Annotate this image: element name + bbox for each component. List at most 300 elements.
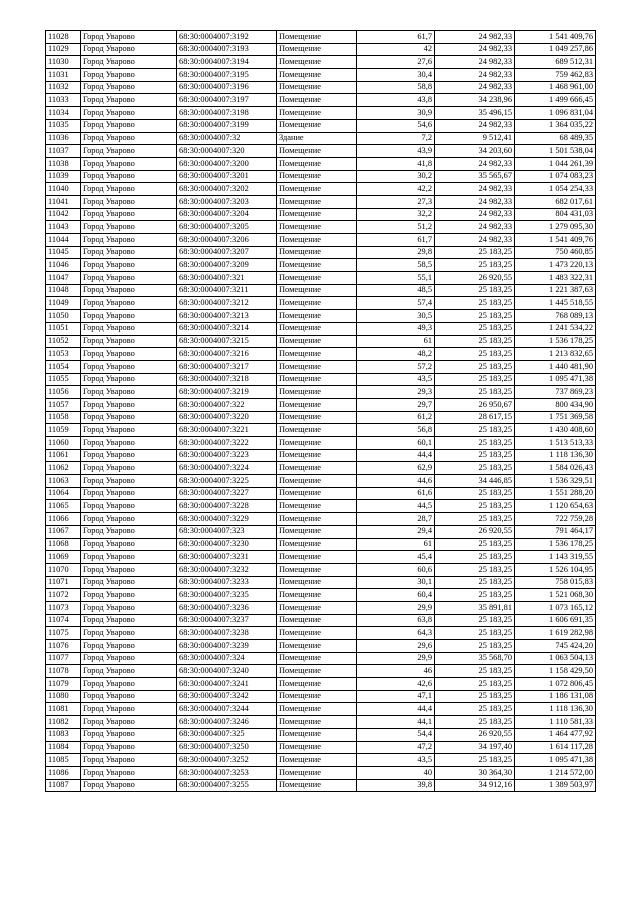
area-cell: 56,8 — [357, 424, 435, 437]
cadastral-value-cell: 1 118 136,30 — [515, 703, 596, 716]
cadastral-number-cell: 68:30:0004007:3201 — [177, 170, 277, 183]
locality-cell: Город Уварово — [81, 297, 177, 310]
cadastral-number-cell: 68:30:0004007:325 — [177, 728, 277, 741]
object-type-cell: Помещение — [277, 576, 357, 589]
locality-cell: Город Уварово — [81, 754, 177, 767]
object-type-cell: Помещение — [277, 551, 357, 564]
area-cell: 42,6 — [357, 678, 435, 691]
row-number-cell: 11041 — [46, 195, 81, 208]
cadastral-number-cell: 68:30:0004007:3230 — [177, 538, 277, 551]
area-cell: 62,9 — [357, 462, 435, 475]
unit-value-cell: 24 982,33 — [435, 69, 515, 82]
unit-value-cell: 25 183,25 — [435, 424, 515, 437]
area-cell: 44,5 — [357, 500, 435, 513]
unit-value-cell: 24 982,33 — [435, 221, 515, 234]
unit-value-cell: 24 982,33 — [435, 31, 515, 44]
cadastral-value-cell: 1 606 691,35 — [515, 614, 596, 627]
unit-value-cell: 25 183,25 — [435, 462, 515, 475]
cadastral-value-cell: 1 364 035,22 — [515, 119, 596, 132]
row-number-cell: 11079 — [46, 678, 81, 691]
table-row — [46, 576, 596, 589]
cadastral-value-cell: 1 464 477,92 — [515, 728, 596, 741]
cadastral-value-cell: 768 089,13 — [515, 310, 596, 323]
table-row — [46, 297, 596, 310]
row-number-cell: 11080 — [46, 690, 81, 703]
cadastral-number-cell: 68:30:0004007:3232 — [177, 563, 277, 576]
unit-value-cell: 25 183,25 — [435, 589, 515, 602]
area-cell: 61,7 — [357, 234, 435, 247]
table-row — [46, 601, 596, 614]
object-type-cell: Здание — [277, 132, 357, 145]
cadastral-number-cell: 68:30:0004007:3252 — [177, 754, 277, 767]
table-row — [46, 107, 596, 120]
locality-cell: Город Уварово — [81, 716, 177, 729]
row-number-cell: 11049 — [46, 297, 81, 310]
area-cell: 58,5 — [357, 259, 435, 272]
locality-cell: Город Уварово — [81, 157, 177, 170]
locality-cell: Город Уварово — [81, 107, 177, 120]
row-number-cell: 11072 — [46, 589, 81, 602]
area-cell: 43,5 — [357, 754, 435, 767]
row-number-cell: 11032 — [46, 81, 81, 94]
cadastral-number-cell: 68:30:0004007:3192 — [177, 31, 277, 44]
object-type-cell: Помещение — [277, 373, 357, 386]
row-number-cell: 11069 — [46, 551, 81, 564]
locality-cell: Город Уварово — [81, 487, 177, 500]
cadastral-number-cell: 68:30:0004007:3213 — [177, 310, 277, 323]
area-cell: 7,2 — [357, 132, 435, 145]
area-cell: 40 — [357, 766, 435, 779]
locality-cell: Город Уварово — [81, 652, 177, 665]
area-cell: 45,4 — [357, 551, 435, 564]
table-row — [46, 157, 596, 170]
cadastral-value-cell: 759 462,83 — [515, 69, 596, 82]
cadastral-value-cell: 689 512,31 — [515, 56, 596, 69]
table-row — [46, 398, 596, 411]
row-number-cell: 11078 — [46, 665, 81, 678]
object-type-cell: Помещение — [277, 259, 357, 272]
area-cell: 48,5 — [357, 284, 435, 297]
cadastral-number-cell: 68:30:0004007:3228 — [177, 500, 277, 513]
cadastral-value-cell: 1 074 083,23 — [515, 170, 596, 183]
unit-value-cell: 35 496,15 — [435, 107, 515, 120]
locality-cell: Город Уварово — [81, 81, 177, 94]
locality-cell: Город Уварово — [81, 310, 177, 323]
cadastral-value-cell: 68 489,35 — [515, 132, 596, 145]
table-row — [46, 678, 596, 691]
cadastral-value-cell: 1 044 261,39 — [515, 157, 596, 170]
cadastral-number-cell: 68:30:0004007:3242 — [177, 690, 277, 703]
object-type-cell: Помещение — [277, 741, 357, 754]
row-number-cell: 11065 — [46, 500, 81, 513]
table-row — [46, 449, 596, 462]
cadastral-number-cell: 68:30:0004007:3233 — [177, 576, 277, 589]
object-type-cell: Помещение — [277, 487, 357, 500]
table-row — [46, 424, 596, 437]
unit-value-cell: 25 183,25 — [435, 640, 515, 653]
area-cell: 60,1 — [357, 437, 435, 450]
cadastral-value-cell: 1 541 409,76 — [515, 234, 596, 247]
area-cell: 32,2 — [357, 208, 435, 221]
row-number-cell: 11086 — [46, 766, 81, 779]
unit-value-cell: 24 982,33 — [435, 81, 515, 94]
locality-cell: Город Уварово — [81, 449, 177, 462]
table-row — [46, 208, 596, 221]
area-cell: 42,2 — [357, 183, 435, 196]
object-type-cell: Помещение — [277, 56, 357, 69]
unit-value-cell: 25 183,25 — [435, 716, 515, 729]
table-row — [46, 322, 596, 335]
row-number-cell: 11055 — [46, 373, 81, 386]
area-cell: 29,3 — [357, 386, 435, 399]
locality-cell: Город Уварово — [81, 322, 177, 335]
locality-cell: Город Уварово — [81, 665, 177, 678]
cadastral-number-cell: 68:30:0004007:3207 — [177, 246, 277, 259]
locality-cell: Город Уварово — [81, 386, 177, 399]
area-cell: 63,8 — [357, 614, 435, 627]
area-cell: 30,5 — [357, 310, 435, 323]
object-type-cell: Помещение — [277, 525, 357, 538]
cadastral-value-cell: 1 120 654,63 — [515, 500, 596, 513]
unit-value-cell: 24 982,33 — [435, 195, 515, 208]
table-row — [46, 119, 596, 132]
cadastral-number-cell: 68:30:0004007:3205 — [177, 221, 277, 234]
locality-cell: Город Уварово — [81, 119, 177, 132]
cadastral-value-cell: 745 424,20 — [515, 640, 596, 653]
row-number-cell: 11070 — [46, 563, 81, 576]
table-row — [46, 259, 596, 272]
cadastral-number-cell: 68:30:0004007:3237 — [177, 614, 277, 627]
table-row — [46, 183, 596, 196]
cadastral-value-cell: 1 614 117,28 — [515, 741, 596, 754]
cadastral-number-cell: 68:30:0004007:321 — [177, 272, 277, 285]
cadastral-number-cell: 68:30:0004007:3239 — [177, 640, 277, 653]
cadastral-number-cell: 68:30:0004007:3220 — [177, 411, 277, 424]
unit-value-cell: 25 183,25 — [435, 551, 515, 564]
locality-cell: Город Уварово — [81, 284, 177, 297]
cadastral-number-cell: 68:30:0004007:3236 — [177, 601, 277, 614]
cadastral-value-cell: 1 279 095,30 — [515, 221, 596, 234]
table-row — [46, 284, 596, 297]
cadastral-number-cell: 68:30:0004007:32 — [177, 132, 277, 145]
unit-value-cell: 25 183,25 — [435, 627, 515, 640]
cadastral-value-cell: 1 584 026,43 — [515, 462, 596, 475]
object-type-cell: Помещение — [277, 195, 357, 208]
object-type-cell: Помещение — [277, 310, 357, 323]
object-type-cell: Помещение — [277, 652, 357, 665]
cadastral-number-cell: 68:30:0004007:3198 — [177, 107, 277, 120]
locality-cell: Город Уварово — [81, 246, 177, 259]
cadastral-number-cell: 68:30:0004007:3223 — [177, 449, 277, 462]
unit-value-cell: 25 183,25 — [435, 703, 515, 716]
locality-cell: Город Уварово — [81, 525, 177, 538]
unit-value-cell: 25 183,25 — [435, 322, 515, 335]
row-number-cell: 11029 — [46, 43, 81, 56]
unit-value-cell: 24 982,33 — [435, 56, 515, 69]
cadastral-value-cell: 1 468 961,00 — [515, 81, 596, 94]
object-type-cell: Помещение — [277, 703, 357, 716]
object-type-cell: Помещение — [277, 69, 357, 82]
object-type-cell: Помещение — [277, 563, 357, 576]
table-row — [46, 335, 596, 348]
cadastral-number-cell: 68:30:0004007:3216 — [177, 348, 277, 361]
cadastral-number-cell: 68:30:0004007:3253 — [177, 766, 277, 779]
table-row — [46, 640, 596, 653]
area-cell: 64,3 — [357, 627, 435, 640]
locality-cell: Город Уварово — [81, 538, 177, 551]
locality-cell: Город Уварово — [81, 779, 177, 792]
object-type-cell: Помещение — [277, 538, 357, 551]
row-number-cell: 11075 — [46, 627, 81, 640]
row-number-cell: 11083 — [46, 728, 81, 741]
area-cell: 43,9 — [357, 145, 435, 158]
unit-value-cell: 25 183,25 — [435, 678, 515, 691]
table-row — [46, 373, 596, 386]
object-type-cell: Помещение — [277, 500, 357, 513]
cadastral-value-cell: 1 536 329,51 — [515, 475, 596, 488]
cadastral-value-cell: 1 499 666,45 — [515, 94, 596, 107]
area-cell: 44,4 — [357, 703, 435, 716]
table-row — [46, 563, 596, 576]
unit-value-cell: 25 183,25 — [435, 449, 515, 462]
cadastral-value-cell: 1 096 831,04 — [515, 107, 596, 120]
cadastral-value-cell: 804 431,03 — [515, 208, 596, 221]
cadastral-number-cell: 68:30:0004007:3224 — [177, 462, 277, 475]
table-row — [46, 195, 596, 208]
object-type-cell: Помещение — [277, 360, 357, 373]
cadastral-number-cell: 68:30:0004007:3215 — [177, 335, 277, 348]
object-type-cell: Помещение — [277, 475, 357, 488]
table-row — [46, 741, 596, 754]
locality-cell: Город Уварово — [81, 500, 177, 513]
table-row — [46, 500, 596, 513]
locality-cell: Город Уварово — [81, 360, 177, 373]
locality-cell: Город Уварово — [81, 627, 177, 640]
cadastral-value-cell: 1 751 369,58 — [515, 411, 596, 424]
locality-cell: Город Уварово — [81, 398, 177, 411]
object-type-cell: Помещение — [277, 272, 357, 285]
cadastral-value-cell: 1 241 534,22 — [515, 322, 596, 335]
table-row — [46, 94, 596, 107]
object-type-cell: Помещение — [277, 145, 357, 158]
unit-value-cell: 35 565,67 — [435, 170, 515, 183]
cadastral-value-cell: 1 054 254,33 — [515, 183, 596, 196]
locality-cell: Город Уварово — [81, 601, 177, 614]
area-cell: 46 — [357, 665, 435, 678]
row-number-cell: 11036 — [46, 132, 81, 145]
cadastral-value-cell: 1 073 165,12 — [515, 601, 596, 614]
cadastral-value-cell: 800 434,90 — [515, 398, 596, 411]
locality-cell: Город Уварово — [81, 183, 177, 196]
row-number-cell: 11084 — [46, 741, 81, 754]
area-cell: 60,4 — [357, 589, 435, 602]
unit-value-cell: 35 891,81 — [435, 601, 515, 614]
table-row — [46, 81, 596, 94]
object-type-cell: Помещение — [277, 398, 357, 411]
table-row — [46, 310, 596, 323]
cadastral-number-cell: 68:30:0004007:3199 — [177, 119, 277, 132]
object-type-cell: Помещение — [277, 81, 357, 94]
locality-cell: Город Уварово — [81, 563, 177, 576]
locality-cell: Город Уварово — [81, 766, 177, 779]
cadastral-number-cell: 68:30:0004007:3238 — [177, 627, 277, 640]
row-number-cell: 11066 — [46, 513, 81, 526]
area-cell: 61 — [357, 335, 435, 348]
table-row — [46, 145, 596, 158]
unit-value-cell: 25 183,25 — [435, 576, 515, 589]
unit-value-cell: 24 982,33 — [435, 183, 515, 196]
row-number-cell: 11077 — [46, 652, 81, 665]
cadastral-number-cell: 68:30:0004007:322 — [177, 398, 277, 411]
area-cell: 43,5 — [357, 373, 435, 386]
row-number-cell: 11082 — [46, 716, 81, 729]
table-row — [46, 234, 596, 247]
cadastral-value-cell: 1 049 257,86 — [515, 43, 596, 56]
area-cell: 42 — [357, 43, 435, 56]
table-row — [46, 170, 596, 183]
area-cell: 54,6 — [357, 119, 435, 132]
unit-value-cell: 25 183,25 — [435, 259, 515, 272]
table-row — [46, 513, 596, 526]
row-number-cell: 11035 — [46, 119, 81, 132]
unit-value-cell: 25 183,25 — [435, 563, 515, 576]
cadastral-value-cell: 1 501 538,04 — [515, 145, 596, 158]
row-number-cell: 11040 — [46, 183, 81, 196]
cadastral-number-cell: 68:30:0004007:324 — [177, 652, 277, 665]
area-cell: 29,6 — [357, 640, 435, 653]
row-number-cell: 11048 — [46, 284, 81, 297]
unit-value-cell: 34 203,60 — [435, 145, 515, 158]
area-cell: 29,8 — [357, 246, 435, 259]
unit-value-cell: 25 183,25 — [435, 690, 515, 703]
object-type-cell: Помещение — [277, 665, 357, 678]
cadastral-value-cell: 1 186 131,08 — [515, 690, 596, 703]
object-type-cell: Помещение — [277, 678, 357, 691]
area-cell: 30,2 — [357, 170, 435, 183]
area-cell: 27,6 — [357, 56, 435, 69]
locality-cell: Город Уварово — [81, 272, 177, 285]
table-row — [46, 475, 596, 488]
table-row — [46, 779, 596, 792]
cadastral-number-cell: 68:30:0004007:3231 — [177, 551, 277, 564]
cadastral-number-cell: 68:30:0004007:3204 — [177, 208, 277, 221]
unit-value-cell: 25 183,25 — [435, 284, 515, 297]
locality-cell: Город Уварово — [81, 703, 177, 716]
table-row — [46, 551, 596, 564]
unit-value-cell: 25 183,25 — [435, 335, 515, 348]
locality-cell: Город Уварово — [81, 513, 177, 526]
table-row — [46, 31, 596, 44]
unit-value-cell: 25 183,25 — [435, 246, 515, 259]
object-type-cell: Помещение — [277, 170, 357, 183]
unit-value-cell: 25 183,25 — [435, 297, 515, 310]
object-type-cell: Помещение — [277, 716, 357, 729]
area-cell: 41,8 — [357, 157, 435, 170]
cadastral-number-cell: 68:30:0004007:3221 — [177, 424, 277, 437]
unit-value-cell: 25 183,25 — [435, 538, 515, 551]
row-number-cell: 11058 — [46, 411, 81, 424]
table-row — [46, 703, 596, 716]
cadastral-value-cell: 1 526 104,95 — [515, 563, 596, 576]
area-cell: 61,7 — [357, 31, 435, 44]
cadastral-number-cell: 68:30:0004007:3194 — [177, 56, 277, 69]
locality-cell: Город Уварово — [81, 43, 177, 56]
row-number-cell: 11085 — [46, 754, 81, 767]
locality-cell: Город Уварово — [81, 424, 177, 437]
table-row — [46, 43, 596, 56]
cadastral-value-cell: 1 619 282,98 — [515, 627, 596, 640]
locality-cell: Город Уварово — [81, 259, 177, 272]
object-type-cell: Помещение — [277, 601, 357, 614]
table-row — [46, 221, 596, 234]
object-type-cell: Помещение — [277, 449, 357, 462]
unit-value-cell: 24 982,33 — [435, 234, 515, 247]
cadastral-value-cell: 1 440 481,90 — [515, 360, 596, 373]
locality-cell: Город Уварово — [81, 208, 177, 221]
locality-cell: Город Уварово — [81, 475, 177, 488]
table-row — [46, 462, 596, 475]
cadastral-value-cell: 1 095 471,38 — [515, 373, 596, 386]
cadastral-value-cell: 1 483 322,31 — [515, 272, 596, 285]
area-cell: 30,9 — [357, 107, 435, 120]
object-type-cell: Помещение — [277, 208, 357, 221]
locality-cell: Город Уварово — [81, 56, 177, 69]
row-number-cell: 11047 — [46, 272, 81, 285]
table-row — [46, 589, 596, 602]
unit-value-cell: 28 617,15 — [435, 411, 515, 424]
area-cell: 48,2 — [357, 348, 435, 361]
locality-cell: Город Уварово — [81, 31, 177, 44]
row-number-cell: 11037 — [46, 145, 81, 158]
cadastral-value-cell: 1 110 581,33 — [515, 716, 596, 729]
table-row — [46, 411, 596, 424]
object-type-cell: Помещение — [277, 322, 357, 335]
row-number-cell: 11028 — [46, 31, 81, 44]
unit-value-cell: 24 982,33 — [435, 43, 515, 56]
table-row — [46, 246, 596, 259]
cadastral-value-cell: 1 389 503,97 — [515, 779, 596, 792]
cadastral-value-cell: 1 072 806,45 — [515, 678, 596, 691]
cadastral-number-cell: 68:30:0004007:3218 — [177, 373, 277, 386]
object-type-cell: Помещение — [277, 43, 357, 56]
cadastral-number-cell: 68:30:0004007:3244 — [177, 703, 277, 716]
object-type-cell: Помещение — [277, 690, 357, 703]
table-row — [46, 272, 596, 285]
cadastral-number-cell: 68:30:0004007:3206 — [177, 234, 277, 247]
cadastral-value-cell: 722 759,28 — [515, 513, 596, 526]
area-cell: 58,8 — [357, 81, 435, 94]
object-type-cell: Помещение — [277, 386, 357, 399]
row-number-cell: 11050 — [46, 310, 81, 323]
table-row — [46, 538, 596, 551]
unit-value-cell: 25 183,25 — [435, 500, 515, 513]
area-cell: 61,2 — [357, 411, 435, 424]
table-row — [46, 437, 596, 450]
area-cell: 54,4 — [357, 728, 435, 741]
area-cell: 39,8 — [357, 779, 435, 792]
cadastral-number-cell: 68:30:0004007:323 — [177, 525, 277, 538]
cadastral-value-cell: 1 513 513,33 — [515, 437, 596, 450]
unit-value-cell: 25 183,25 — [435, 614, 515, 627]
object-type-cell: Помещение — [277, 766, 357, 779]
cadastral-value-cell: 791 464,17 — [515, 525, 596, 538]
locality-cell: Город Уварово — [81, 132, 177, 145]
unit-value-cell: 25 183,25 — [435, 665, 515, 678]
unit-value-cell: 35 568,70 — [435, 652, 515, 665]
table-row — [46, 348, 596, 361]
cadastral-number-cell: 68:30:0004007:3225 — [177, 475, 277, 488]
cadastral-value-cell: 758 015,83 — [515, 576, 596, 589]
